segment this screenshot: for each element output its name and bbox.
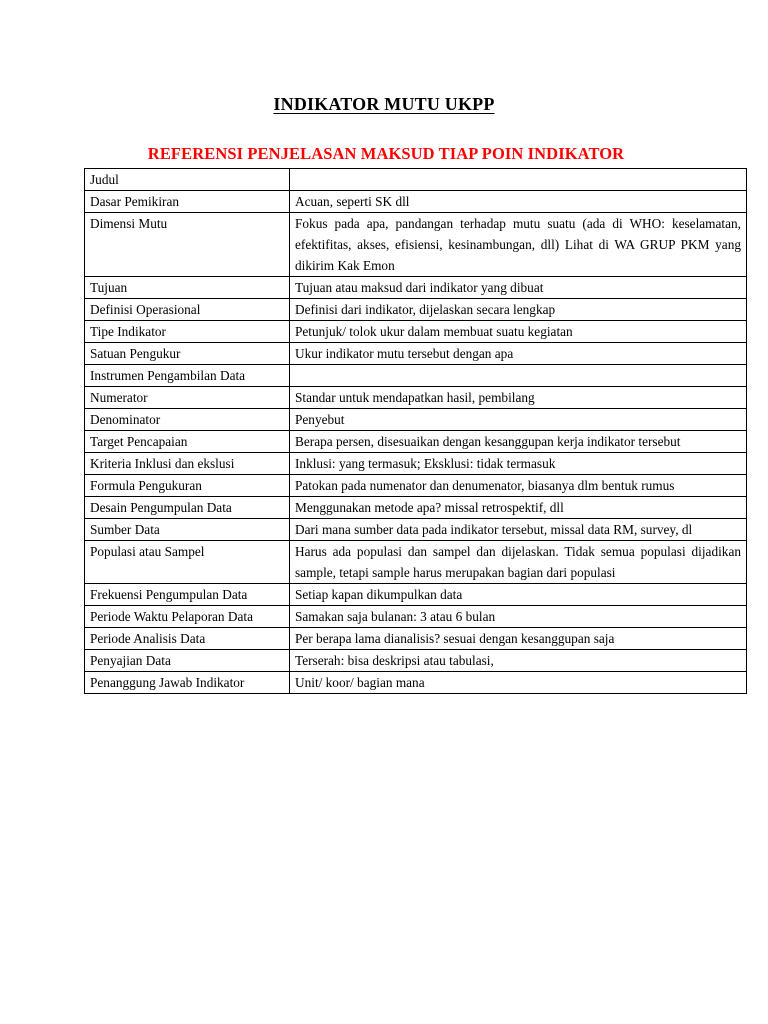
table-row: [85, 519, 747, 541]
row-key: Tujuan: [85, 277, 290, 299]
row-description: Definisi dari indikator, dijelaskan secara lengkap: [290, 299, 747, 321]
table-row: [85, 169, 747, 191]
table-row: [85, 475, 747, 497]
row-description: [290, 365, 747, 387]
row-description: Setiap kapan dikumpulkan data: [290, 584, 747, 606]
row-description: Dari mana sumber data pada indikator tersebut, missal data RM, survey, dl: [290, 519, 747, 541]
table-row: [85, 321, 747, 343]
table-row: [85, 365, 747, 387]
row-description: Petunjuk/ tolok ukur dalam membuat suatu kegiatan: [290, 321, 747, 343]
table-row: [85, 191, 747, 213]
row-key: Target Pencapaian: [85, 431, 290, 453]
row-description: Fokus pada apa, pandangan terhadap mutu suatu (ada di WHO: keselamatan, efektifitas, akses, efisiensi, kesinambungan, dll) Lihat di WA GRUP PKM yang dikirim Kak Emon: [290, 213, 747, 277]
row-key: Kriteria Inklusi dan ekslusi: [85, 453, 290, 475]
row-key: Periode Analisis Data: [85, 628, 290, 650]
row-description: Tujuan atau maksud dari indikator yang dibuat: [290, 277, 747, 299]
table-row: [85, 277, 747, 299]
row-key: Desain Pengumpulan Data: [85, 497, 290, 519]
table-row: [85, 453, 747, 475]
row-key: Penyajian Data: [85, 650, 290, 672]
row-key: Numerator: [85, 387, 290, 409]
table-row: [85, 213, 747, 277]
page-subtitle: REFERENSI PENJELASAN MAKSUD TIAP POIN INDIKATOR: [147, 144, 625, 163]
row-description: Unit/ koor/ bagian mana: [290, 672, 747, 694]
reference-table: [84, 168, 747, 694]
table-row: [85, 343, 747, 365]
row-description: Standar untuk mendapatkan hasil, pembilang: [290, 387, 747, 409]
row-description: Samakan saja bulanan: 3 atau 6 bulan: [290, 606, 747, 628]
table-row: [85, 541, 747, 584]
table-row: [85, 409, 747, 431]
row-description: Patokan pada numenator dan denumenator, biasanya dlm bentuk rumus: [290, 475, 747, 497]
row-key: Judul: [85, 169, 290, 191]
row-key: Sumber Data: [85, 519, 290, 541]
row-key: Penanggung Jawab Indikator: [85, 672, 290, 694]
page-title: INDIKATOR MUTU UKPP: [273, 94, 495, 114]
table-row: [85, 672, 747, 694]
row-description: Harus ada populasi dan sampel dan dijelaskan. Tidak semua populasi dijadikan sample, tetapi sample harus merupakan bagian dari populasi: [290, 541, 747, 584]
row-description: Berapa persen, disesuaikan dengan kesanggupan kerja indikator tersebut: [290, 431, 747, 453]
table-row: [85, 299, 747, 321]
table-row: [85, 606, 747, 628]
row-description: Menggunakan metode apa? missal retrospektif, dll: [290, 497, 747, 519]
row-key: Frekuensi Pengumpulan Data: [85, 584, 290, 606]
row-description: Inklusi: yang termasuk; Eksklusi: tidak termasuk: [290, 453, 747, 475]
row-description: Acuan, seperti SK dll: [290, 191, 747, 213]
table-row: [85, 431, 747, 453]
row-key: Dimensi Mutu: [85, 213, 290, 277]
row-description: Penyebut: [290, 409, 747, 431]
row-key: Populasi atau Sampel: [85, 541, 290, 584]
row-key: Tipe Indikator: [85, 321, 290, 343]
row-key: Denominator: [85, 409, 290, 431]
table-row: [85, 387, 747, 409]
row-description: Per berapa lama dianalisis? sesuai dengan kesanggupan saja: [290, 628, 747, 650]
row-key: Formula Pengukuran: [85, 475, 290, 497]
table-row: [85, 650, 747, 672]
row-key: Satuan Pengukur: [85, 343, 290, 365]
row-key: Dasar Pemikiran: [85, 191, 290, 213]
row-key: Definisi Operasional: [85, 299, 290, 321]
row-description: Ukur indikator mutu tersebut dengan apa: [290, 343, 747, 365]
row-key: Periode Waktu Pelaporan Data: [85, 606, 290, 628]
table-row: [85, 497, 747, 519]
table-row: [85, 584, 747, 606]
row-key: Instrumen Pengambilan Data: [85, 365, 290, 387]
row-description: Terserah: bisa deskripsi atau tabulasi,: [290, 650, 747, 672]
table-row: [85, 628, 747, 650]
row-description: [290, 169, 747, 191]
